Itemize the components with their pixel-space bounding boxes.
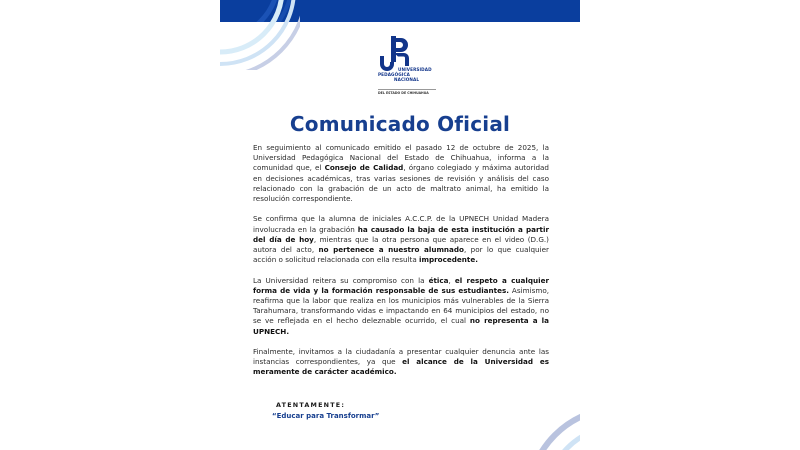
paragraph-text: ,: [448, 275, 455, 285]
emphasized-text: ha causado la baja de esta institución a partir del día de hoy: [253, 224, 549, 244]
official-statement-document: [220, 0, 580, 450]
paragraph-text: Se confirma que la alumna de iniciales A.C.C.P. de la UPNECH Unidad Madera involucrada en la grabación: [253, 214, 549, 234]
paragraph-text: Finalmente, invitamos a la ciudadanía a presentar cualquier denuncia ante las instancias correspondientes, ya que: [253, 347, 549, 367]
emphasized-text: el respeto a cualquier forma de vida y la formación responsable de sus estudiantes.: [253, 275, 549, 295]
header-banner: [220, 0, 580, 22]
paragraph-text: Asimismo, reafirma que la labor que realiza en los municipios más vulnerables de la Sierra Tarahumara, transformando vidas e impactando en 64 municipios del estado, no se ve reflejada en el hecho deleznable ocurrido, el cual: [253, 285, 549, 326]
emphasized-text: ética: [428, 275, 449, 285]
emphasized-text: no pertenece a nuestro alumnado: [318, 245, 464, 255]
statement-paragraph: [253, 143, 549, 204]
logo-line-3: NACIONAL: [394, 77, 420, 82]
statement-body: [253, 143, 549, 388]
emphasized-text: Consejo de Calidad: [324, 163, 404, 173]
emphasized-text: improcedente.: [419, 255, 478, 265]
statement-paragraph: [253, 214, 549, 265]
emphasized-text: el alcance de la Universidad es meramente de carácter académico.: [253, 357, 549, 377]
paragraph-text: La Universidad reitera su compromiso con la: [253, 275, 429, 285]
statement-paragraph: [253, 276, 549, 337]
emphasized-text: no representa a la UPNECH.: [253, 316, 549, 336]
logo-line-1: UNIVERSIDAD: [398, 67, 432, 72]
statement-paragraph: [253, 347, 549, 378]
page-title: Comunicado Oficial: [289, 112, 511, 136]
institutional-motto: “Educar para Transformar”: [272, 412, 380, 420]
paragraph-text: , mientras que la otra persona que aparece en el video (D.G.) autora del acto,: [253, 234, 549, 255]
university-logo: [378, 36, 438, 96]
paragraph-text: En seguimiento al comunicado emitido el pasado 12 de octubre de 2025, la Universidad Pedagógica Nacional del Estado de Chihuahua, informa a la comunidad que, el: [253, 143, 549, 173]
paragraph-text: , por lo que cualquier acción o solicitud relacionada con ella resulta: [253, 245, 549, 265]
salutation: ATENTAMENTE:: [276, 401, 346, 409]
logo-wordmark: [378, 67, 432, 82]
paragraph-text: , órgano colegiado y máxima autoridad en decisiones académicas, tras varias sesiones de revisión y análisis del caso relacionado con la grabación de un acto de maltrato animal, ha emitido la resolución correspondiente.: [253, 163, 549, 204]
banner-arcs-decoration: [220, 0, 580, 22]
logo-subtitle: DEL ESTADO DE CHIHUAHUA: [378, 89, 436, 95]
closing-block: [272, 401, 379, 420]
logo-line-2: PEDAGÓGICA: [378, 72, 410, 77]
